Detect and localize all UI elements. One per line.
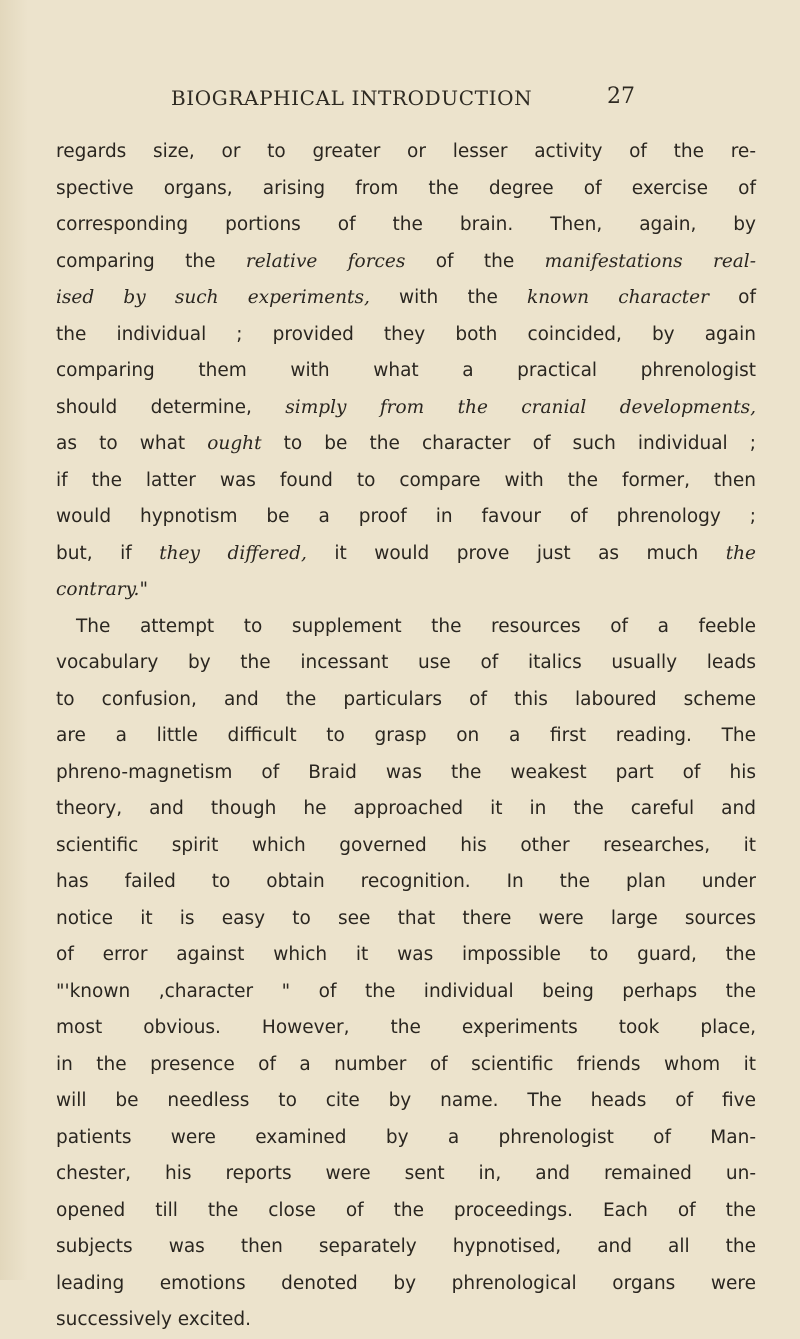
text-line: if the latter was found to compare with the former, then [56, 469, 756, 491]
running-title: BIOGRAPHICAL INTRODUCTION [171, 86, 533, 110]
running-header [0, 84, 800, 116]
body-text [56, 134, 756, 1339]
text-line: theory, and though he approached it in the careful and [56, 798, 756, 819]
page-number: 27 [607, 84, 635, 109]
italic-phrase: contrary. [56, 579, 140, 600]
text-line: leading emotions denoted by phrenological organs were [56, 1272, 756, 1294]
italic-phrase: they differed, [159, 542, 307, 564]
italic-phrase: ought [207, 433, 262, 454]
text-line: to confusion, and the particulars of this laboured scheme [56, 688, 756, 710]
text-line: ised by such experiments, with the known character of [56, 287, 756, 308]
text-line: will be needless to cite by name. The heads of five [56, 1090, 756, 1111]
text-line: would hypnotism be a proof in favour of phrenology ; [56, 506, 756, 527]
italic-phrase: the [725, 542, 756, 564]
text-line: successively excited. [56, 1309, 252, 1330]
text-line: patients were examined by a phrenologist of Man- [56, 1126, 756, 1148]
text-line: opened till the close of the proceedings. Each of the [56, 1199, 756, 1221]
text-line: contrary." [56, 579, 148, 600]
text-line: notice it is easy to see that there were large sources [56, 907, 756, 929]
text-line: most obvious. However, the experiments took place, [56, 1017, 756, 1038]
text-line: in the presence of a number of scientific friends whom it [56, 1053, 756, 1075]
paragraph-start-line: The attempt to supplement the resources of a feeble [76, 615, 756, 637]
text-line: comparing them with what a practical phrenologist [56, 360, 756, 381]
text-line: the individual ; provided they both coincided, by again [56, 323, 756, 345]
text-line: scientific spirit which governed his other researches, it [56, 834, 756, 856]
italic-phrase: simply from the cranial developments, [285, 396, 757, 418]
text-line: are a little difficult to grasp on a first reading. The [56, 725, 756, 746]
text-line: comparing the relative forces of the manifestations real- [56, 250, 756, 272]
italic-phrase: manifestations real- [544, 250, 756, 272]
text-line: of error against which it was impossible to guard, the [56, 944, 756, 965]
text-line: as to what ought to be the character of such individual ; [56, 433, 757, 454]
text-line: subjects was then separately hypnotised, and all the [56, 1236, 756, 1257]
text-line: spective organs, arising from the degree of exercise of [56, 177, 756, 199]
text-line: phreno-magnetism of Braid was the weakest part of his [56, 761, 756, 783]
text-line: corresponding portions of the brain. Then, again, by [56, 214, 756, 235]
text-line: but, if they differed, it would prove just as much the [56, 542, 756, 564]
italic-phrase: relative forces [245, 250, 406, 272]
text-line: vocabulary by the incessant use of italics usually leads [56, 652, 756, 673]
page-edge-shading [0, 0, 28, 1280]
italic-phrase: known character [527, 287, 709, 308]
text-line: regards size, or to greater or lesser activity of the re- [56, 141, 756, 162]
text-line: "'known ,character " of the individual being perhaps the [56, 980, 756, 1002]
text-line: has failed to obtain recognition. In the plan under [56, 871, 756, 892]
italic-phrase: ised by such experiments, [56, 287, 370, 308]
text-line: chester, his reports were sent in, and remained un- [56, 1163, 756, 1184]
text-line: should determine, simply from the cranial developments, [56, 396, 757, 418]
